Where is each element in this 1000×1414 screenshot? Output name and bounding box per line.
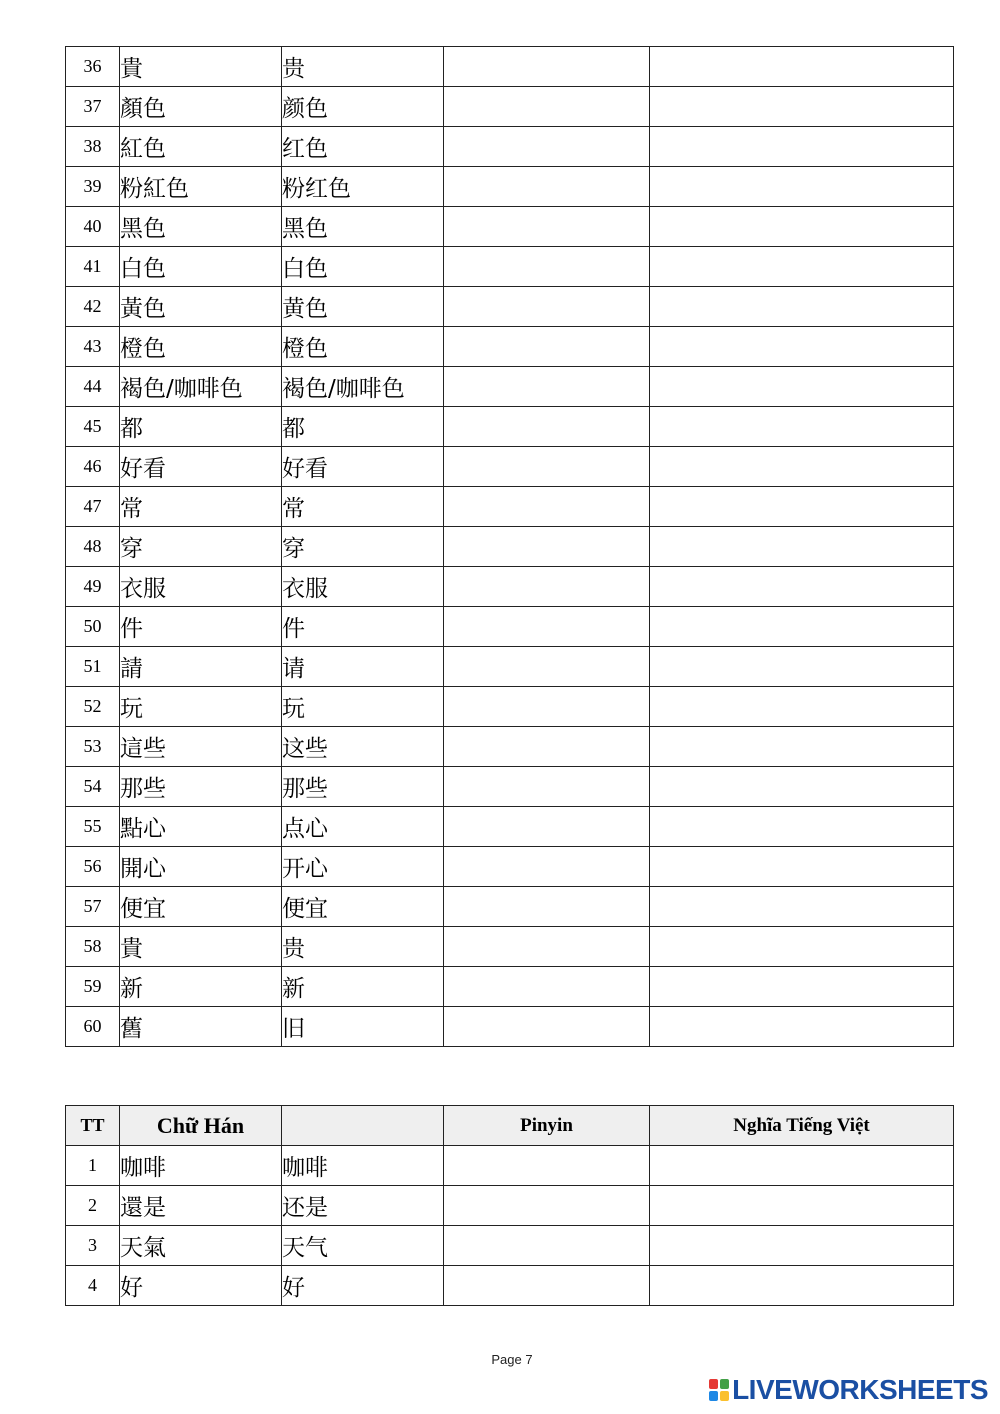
meaning-answer-cell[interactable]: [650, 647, 954, 687]
logo-square: [720, 1379, 729, 1389]
simplified-chinese-cell: 都: [282, 407, 444, 447]
table-row: [66, 607, 954, 647]
vocabulary-table-new-lesson: [65, 1105, 954, 1306]
pinyin-answer-cell[interactable]: [444, 1186, 650, 1226]
row-number: 42: [66, 287, 120, 327]
row-number: 45: [66, 407, 120, 447]
meaning-answer-cell[interactable]: [650, 1146, 954, 1186]
row-number: 57: [66, 887, 120, 927]
pinyin-answer-cell[interactable]: [444, 407, 650, 447]
row-number: 51: [66, 647, 120, 687]
vocabulary-table-body: [66, 47, 954, 1047]
pinyin-answer-cell[interactable]: [444, 447, 650, 487]
table-row: [66, 327, 954, 367]
page-number: Page 7: [491, 1352, 533, 1367]
table-row: [66, 527, 954, 567]
meaning-answer-cell[interactable]: [650, 687, 954, 727]
meaning-answer-cell[interactable]: [650, 1186, 954, 1226]
simplified-chinese-cell: 好: [282, 1266, 444, 1306]
pinyin-answer-cell[interactable]: [444, 767, 650, 807]
pinyin-answer-cell[interactable]: [444, 47, 650, 87]
pinyin-answer-cell[interactable]: [444, 287, 650, 327]
row-number: 54: [66, 767, 120, 807]
row-number: 36: [66, 47, 120, 87]
table-row: [66, 87, 954, 127]
pinyin-answer-cell[interactable]: [444, 327, 650, 367]
meaning-answer-cell[interactable]: [650, 47, 954, 87]
pinyin-answer-cell[interactable]: [444, 687, 650, 727]
pinyin-answer-cell[interactable]: [444, 1146, 650, 1186]
simplified-chinese-cell: 玩: [282, 687, 444, 727]
traditional-chinese-cell: 還是: [120, 1186, 282, 1226]
meaning-answer-cell[interactable]: [650, 367, 954, 407]
pinyin-answer-cell[interactable]: [444, 887, 650, 927]
table-row: [66, 127, 954, 167]
simplified-chinese-cell: 黑色: [282, 207, 444, 247]
logo-square: [709, 1391, 718, 1401]
header-chu-han: Chữ Hán: [120, 1106, 282, 1146]
traditional-chinese-cell: 便宜: [120, 887, 282, 927]
meaning-answer-cell[interactable]: [650, 807, 954, 847]
simplified-chinese-cell: 便宜: [282, 887, 444, 927]
simplified-chinese-cell: 开心: [282, 847, 444, 887]
row-number: 37: [66, 87, 120, 127]
header-meaning: Nghĩa Tiếng Việt: [650, 1106, 954, 1146]
meaning-answer-cell[interactable]: [650, 1266, 954, 1306]
simplified-chinese-cell: 好看: [282, 447, 444, 487]
traditional-chinese-cell: 開心: [120, 847, 282, 887]
meaning-answer-cell[interactable]: [650, 567, 954, 607]
meaning-answer-cell[interactable]: [650, 447, 954, 487]
row-number: 4: [66, 1266, 120, 1306]
pinyin-answer-cell[interactable]: [444, 367, 650, 407]
table-row: [66, 687, 954, 727]
row-number: 49: [66, 567, 120, 607]
row-number: 52: [66, 687, 120, 727]
traditional-chinese-cell: 常: [120, 487, 282, 527]
meaning-answer-cell[interactable]: [650, 247, 954, 287]
meaning-answer-cell[interactable]: [650, 127, 954, 167]
meaning-answer-cell[interactable]: [650, 327, 954, 367]
meaning-answer-cell[interactable]: [650, 487, 954, 527]
row-number: 47: [66, 487, 120, 527]
pinyin-answer-cell[interactable]: [444, 607, 650, 647]
meaning-answer-cell[interactable]: [650, 167, 954, 207]
traditional-chinese-cell: 褐色/咖啡色: [120, 367, 282, 407]
table-row: [66, 207, 954, 247]
traditional-chinese-cell: 請: [120, 647, 282, 687]
traditional-chinese-cell: 舊: [120, 1007, 282, 1047]
simplified-chinese-cell: 穿: [282, 527, 444, 567]
liveworksheets-logo-icon: [709, 1379, 729, 1401]
traditional-chinese-cell: 點心: [120, 807, 282, 847]
row-number: 38: [66, 127, 120, 167]
simplified-chinese-cell: 贵: [282, 927, 444, 967]
traditional-chinese-cell: 天氣: [120, 1226, 282, 1266]
row-number: 41: [66, 247, 120, 287]
traditional-chinese-cell: 這些: [120, 727, 282, 767]
table-row: [66, 1226, 954, 1266]
table-row: [66, 47, 954, 87]
meaning-answer-cell[interactable]: [650, 87, 954, 127]
pinyin-answer-cell[interactable]: [444, 87, 650, 127]
pinyin-answer-cell[interactable]: [444, 127, 650, 167]
table-row: [66, 367, 954, 407]
logo-square: [720, 1391, 729, 1401]
traditional-chinese-cell: 件: [120, 607, 282, 647]
meaning-answer-cell[interactable]: [650, 527, 954, 567]
traditional-chinese-cell: 好看: [120, 447, 282, 487]
row-number: 58: [66, 927, 120, 967]
row-number: 40: [66, 207, 120, 247]
traditional-chinese-cell: 那些: [120, 767, 282, 807]
meaning-answer-cell[interactable]: [650, 1226, 954, 1266]
simplified-chinese-cell: 那些: [282, 767, 444, 807]
row-number: 43: [66, 327, 120, 367]
pinyin-answer-cell[interactable]: [444, 927, 650, 967]
meaning-answer-cell[interactable]: [650, 967, 954, 1007]
simplified-chinese-cell: 白色: [282, 247, 444, 287]
meaning-answer-cell[interactable]: [650, 1007, 954, 1047]
traditional-chinese-cell: 都: [120, 407, 282, 447]
table-row: [66, 567, 954, 607]
pinyin-answer-cell[interactable]: [444, 647, 650, 687]
simplified-chinese-cell: 黄色: [282, 287, 444, 327]
row-number: 48: [66, 527, 120, 567]
table-row: [66, 967, 954, 1007]
table-row: [66, 407, 954, 447]
simplified-chinese-cell: 天气: [282, 1226, 444, 1266]
vocabulary-table-continued: [65, 46, 954, 1047]
table-row: [66, 927, 954, 967]
table-row: [66, 887, 954, 927]
simplified-chinese-cell: 旧: [282, 1007, 444, 1047]
simplified-chinese-cell: 橙色: [282, 327, 444, 367]
table-row: [66, 447, 954, 487]
simplified-chinese-cell: 还是: [282, 1186, 444, 1226]
simplified-chinese-cell: 红色: [282, 127, 444, 167]
simplified-chinese-cell: 新: [282, 967, 444, 1007]
meaning-answer-cell[interactable]: [650, 727, 954, 767]
table-row: [66, 1186, 954, 1226]
traditional-chinese-cell: 粉紅色: [120, 167, 282, 207]
row-number: 53: [66, 727, 120, 767]
pinyin-answer-cell[interactable]: [444, 487, 650, 527]
pinyin-answer-cell[interactable]: [444, 247, 650, 287]
pinyin-answer-cell[interactable]: [444, 207, 650, 247]
liveworksheets-brand[interactable]: [709, 1375, 988, 1405]
simplified-chinese-cell: 衣服: [282, 567, 444, 607]
table-row: [66, 487, 954, 527]
traditional-chinese-cell: 紅色: [120, 127, 282, 167]
row-number: 3: [66, 1226, 120, 1266]
brand-name: LIVEWORKSHEETS: [732, 1374, 988, 1405]
header-simplified: [282, 1106, 444, 1146]
table-row: [66, 1007, 954, 1047]
meaning-answer-cell[interactable]: [650, 207, 954, 247]
meaning-answer-cell[interactable]: [650, 887, 954, 927]
pinyin-answer-cell[interactable]: [444, 807, 650, 847]
pinyin-answer-cell[interactable]: [444, 1007, 650, 1047]
traditional-chinese-cell: 顏色: [120, 87, 282, 127]
pinyin-answer-cell[interactable]: [444, 1226, 650, 1266]
meaning-answer-cell[interactable]: [650, 927, 954, 967]
simplified-chinese-cell: 褐色/咖啡色: [282, 367, 444, 407]
logo-square: [709, 1379, 718, 1389]
simplified-chinese-cell: 请: [282, 647, 444, 687]
row-number: 44: [66, 367, 120, 407]
table-row: [66, 167, 954, 207]
row-number: 56: [66, 847, 120, 887]
table-row: [66, 287, 954, 327]
traditional-chinese-cell: 黑色: [120, 207, 282, 247]
traditional-chinese-cell: 貴: [120, 927, 282, 967]
meaning-answer-cell[interactable]: [650, 607, 954, 647]
traditional-chinese-cell: 黃色: [120, 287, 282, 327]
pinyin-answer-cell[interactable]: [444, 1266, 650, 1306]
traditional-chinese-cell: 穿: [120, 527, 282, 567]
meaning-answer-cell[interactable]: [650, 287, 954, 327]
table-row: [66, 647, 954, 687]
simplified-chinese-cell: 点心: [282, 807, 444, 847]
pinyin-answer-cell[interactable]: [444, 567, 650, 607]
table-row: [66, 847, 954, 887]
simplified-chinese-cell: 贵: [282, 47, 444, 87]
pinyin-answer-cell[interactable]: [444, 847, 650, 887]
row-number: 60: [66, 1007, 120, 1047]
simplified-chinese-cell: 这些: [282, 727, 444, 767]
table-header-row: [66, 1106, 954, 1146]
table-row: [66, 727, 954, 767]
header-pinyin: Pinyin: [444, 1106, 650, 1146]
row-number: 46: [66, 447, 120, 487]
pinyin-answer-cell[interactable]: [444, 967, 650, 1007]
simplified-chinese-cell: 咖啡: [282, 1146, 444, 1186]
traditional-chinese-cell: 衣服: [120, 567, 282, 607]
pinyin-answer-cell[interactable]: [444, 527, 650, 567]
traditional-chinese-cell: 咖啡: [120, 1146, 282, 1186]
traditional-chinese-cell: 新: [120, 967, 282, 1007]
row-number: 39: [66, 167, 120, 207]
row-number: 55: [66, 807, 120, 847]
table-row: [66, 247, 954, 287]
table-row: [66, 1266, 954, 1306]
simplified-chinese-cell: 颜色: [282, 87, 444, 127]
traditional-chinese-cell: 白色: [120, 247, 282, 287]
meaning-answer-cell[interactable]: [650, 767, 954, 807]
vocabulary-table-body: [66, 1146, 954, 1306]
pinyin-answer-cell[interactable]: [444, 727, 650, 767]
row-number: 59: [66, 967, 120, 1007]
table-row: [66, 807, 954, 847]
row-number: 2: [66, 1186, 120, 1226]
meaning-answer-cell[interactable]: [650, 407, 954, 447]
simplified-chinese-cell: 件: [282, 607, 444, 647]
traditional-chinese-cell: 好: [120, 1266, 282, 1306]
traditional-chinese-cell: 貴: [120, 47, 282, 87]
header-tt: TT: [66, 1106, 120, 1146]
table-row: [66, 1146, 954, 1186]
simplified-chinese-cell: 常: [282, 487, 444, 527]
row-number: 1: [66, 1146, 120, 1186]
pinyin-answer-cell[interactable]: [444, 167, 650, 207]
traditional-chinese-cell: 玩: [120, 687, 282, 727]
meaning-answer-cell[interactable]: [650, 847, 954, 887]
simplified-chinese-cell: 粉红色: [282, 167, 444, 207]
table-row: [66, 767, 954, 807]
row-number: 50: [66, 607, 120, 647]
traditional-chinese-cell: 橙色: [120, 327, 282, 367]
